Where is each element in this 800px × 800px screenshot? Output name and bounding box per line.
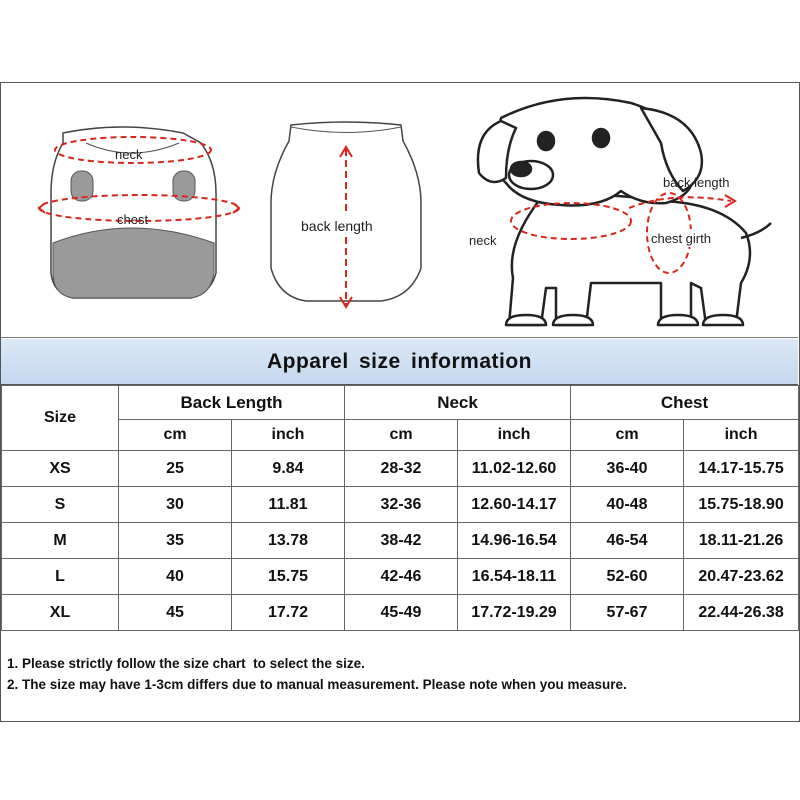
- value-cell: 45: [119, 595, 232, 631]
- value-cell: 15.75: [232, 559, 345, 595]
- value-cell: 25: [119, 451, 232, 487]
- value-cell: 52-60: [571, 559, 684, 595]
- front-garment-drawing: [39, 127, 239, 298]
- size-table: [1, 385, 799, 631]
- group-header-back-length: Back Length: [119, 386, 345, 420]
- dog-chest-girth-label: chest girth: [651, 231, 711, 246]
- value-cell: 42-46: [345, 559, 458, 595]
- table-row: [2, 559, 799, 595]
- value-cell: 22.44-26.38: [684, 595, 799, 631]
- size-cell: M: [2, 523, 119, 559]
- unit-header: cm: [571, 420, 684, 451]
- value-cell: 20.47-23.62: [684, 559, 799, 595]
- front-chest-label: chest: [117, 212, 149, 227]
- value-cell: 40: [119, 559, 232, 595]
- value-cell: 38-42: [345, 523, 458, 559]
- group-header-neck: Neck: [345, 386, 571, 420]
- note-line: 2. The size may have 1-3cm differs due to manual measurement. Please note when you measure.: [7, 677, 627, 692]
- measurement-illustrations: [1, 83, 798, 338]
- value-cell: 14.96-16.54: [458, 523, 571, 559]
- value-cell: 46-54: [571, 523, 684, 559]
- value-cell: 17.72-19.29: [458, 595, 571, 631]
- illustration-canvas: [1, 83, 798, 338]
- value-cell: 57-67: [571, 595, 684, 631]
- value-cell: 13.78: [232, 523, 345, 559]
- unit-header: cm: [345, 420, 458, 451]
- value-cell: 28-32: [345, 451, 458, 487]
- value-cell: 11.81: [232, 487, 345, 523]
- size-column-header: Size: [2, 386, 119, 451]
- size-cell: S: [2, 487, 119, 523]
- value-cell: 32-36: [345, 487, 458, 523]
- value-cell: 14.17-15.75: [684, 451, 799, 487]
- back-length-label: back length: [301, 218, 373, 234]
- size-cell: L: [2, 559, 119, 595]
- front-neck-label: neck: [115, 147, 143, 162]
- table-row: [2, 523, 799, 559]
- value-cell: 9.84: [232, 451, 345, 487]
- back-garment-drawing: [271, 122, 421, 307]
- dog-back-length-label: back length: [663, 175, 730, 190]
- size-cell: XL: [2, 595, 119, 631]
- table-title: Apparel size information: [1, 339, 798, 385]
- value-cell: 45-49: [345, 595, 458, 631]
- value-cell: 30: [119, 487, 232, 523]
- value-cell: 35: [119, 523, 232, 559]
- unit-header: cm: [119, 420, 232, 451]
- value-cell: 18.11-21.26: [684, 523, 799, 559]
- unit-header: inch: [684, 420, 799, 451]
- value-cell: 16.54-18.11: [458, 559, 571, 595]
- table-row: [2, 595, 799, 631]
- unit-header: inch: [458, 420, 571, 451]
- value-cell: 36-40: [571, 451, 684, 487]
- size-cell: XS: [2, 451, 119, 487]
- value-cell: 12.60-14.17: [458, 487, 571, 523]
- unit-header: inch: [232, 420, 345, 451]
- value-cell: 40-48: [571, 487, 684, 523]
- value-cell: 15.75-18.90: [684, 487, 799, 523]
- dog-neck-label: neck: [469, 233, 497, 248]
- table-row: [2, 451, 799, 487]
- value-cell: 11.02-12.60: [458, 451, 571, 487]
- note-line: 1. Please strictly follow the size chart to select the size.: [7, 656, 365, 671]
- dog-drawing: [478, 98, 771, 325]
- group-header-chest: Chest: [571, 386, 799, 420]
- size-notes: [7, 653, 797, 695]
- value-cell: 17.72: [232, 595, 345, 631]
- table-row: [2, 487, 799, 523]
- size-chart-frame: [0, 82, 800, 722]
